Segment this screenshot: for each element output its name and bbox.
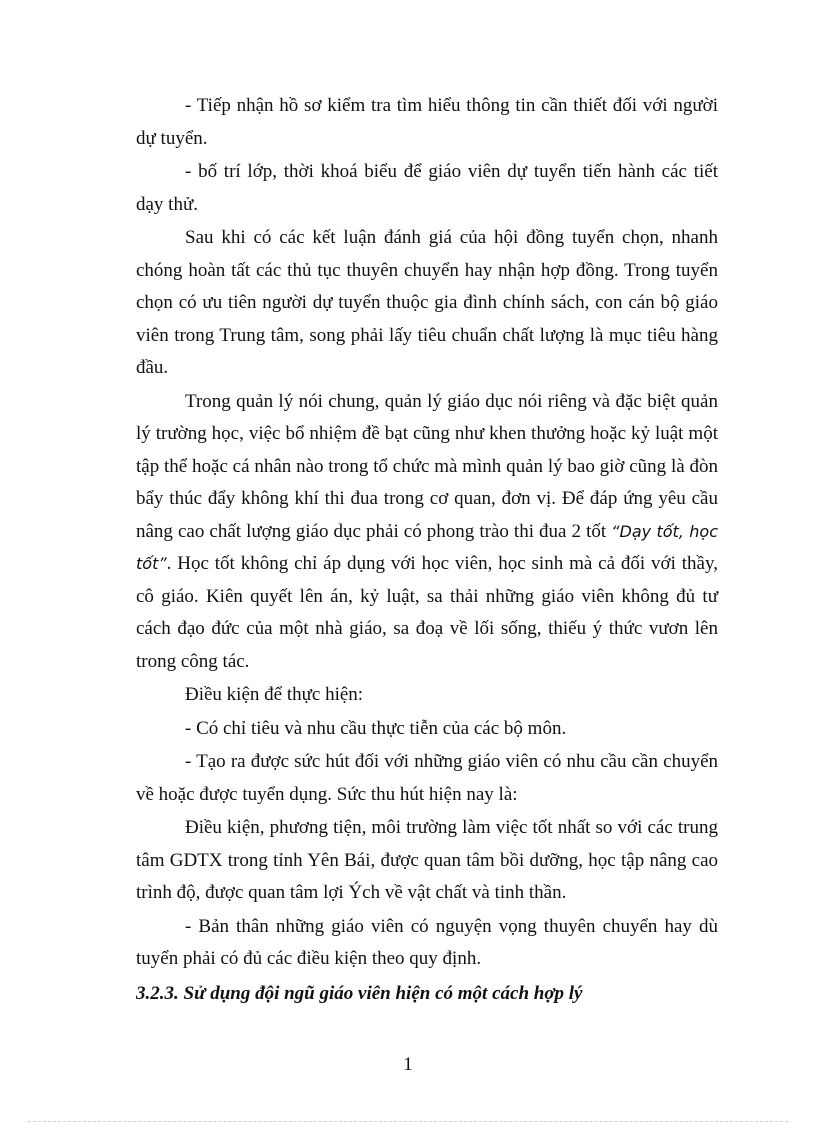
paragraph-intake: - Tiếp nhận hồ sơ kiểm tra tìm hiểu thông tin cần thiết đối với người dự tuyển. (136, 95, 718, 149)
section-heading: 3.2.3. Sử dụng đội ngũ giáo viên hiện có một cách hợp lý (136, 982, 583, 1004)
paragraph-after-conclusion: Sau khi có các kết luận đánh giá của hội đồng tuyển chọn, nhanh chóng hoàn tất các thủ tục thuyên chuyển hay nhận hợp đồng. Trong tuyển chọn có ưu tiên người dự tuyển thuộc gia đình chính sách, con cán bộ giáo viên trong Trung tâm, song phải lấy tiêu chuẩn chất lượng là mục tiêu hàng đầu. (136, 227, 718, 378)
paragraph-attraction: - Tạo ra được sức hút đối với những giáo viên có nhu cầu cần chuyển về hoặc được tuyển dụng. Sức thu hút hiện nay là: (136, 751, 718, 805)
paragraph-management (136, 386, 718, 679)
page-number: 1 (403, 1054, 413, 1075)
quote-motto: “Dạy tốt, học tốt” (136, 521, 719, 573)
paragraph-requirements: - Bản thân những giáo viên có nguyện vọng thuyên chuyển hay dù tuyển phải có đủ các điều kiện theo quy định. (136, 915, 718, 969)
document-body (136, 90, 718, 1010)
paragraph-trial-lessons: - bố trí lớp, thời khoá biểu để giáo viên dự tuyển tiến hành các tiết dạy thử. (136, 161, 718, 215)
paragraph-management-text: Trong quản lý nói chung, quản lý giáo dục nói riêng và đặc biệt quản lý trường học, việc bổ nhiệm đề bạt cũng như khen thưởng hoặc kỷ luật một tập thể hoặc cá nhân nào trong tổ chức mà mình quản lý bao giờ cũng là đòn bẩy thúc đẩy không khí thi đua trong cơ quan, đơn vị. Để đáp ứng yêu cầu nâng cao chất lượng giáo dục phải có phong trào thi đua 2 tốt (136, 390, 718, 542)
paragraph-environment: Điều kiện, phương tiện, môi trường làm việc tốt nhất so với các trung tâm GDTX trong tỉnh Yên Bái, được quan tâm bồi dưỡng, học tập nâng cao trình độ, được quan tâm lợi Ých về vật chất và tinh thần. (136, 817, 718, 903)
paragraph-conditions: Điều kiện để thực hiện: (185, 684, 364, 705)
page-bottom-divider (28, 1121, 788, 1122)
paragraph-quota: - Có chỉ tiêu và nhu cầu thực tiễn của các bộ môn. (185, 717, 567, 739)
paragraph-management-continued: . Học tốt không chỉ áp dụng với học viên, học sinh mà cả đối với thầy, cô giáo. Kiên quyết lên án, kỷ luật, sa thải những giáo viên không đủ tư cách đạo đức của một nhà giáo, sa đoạ về lối sống, thiếu ý thức vươn lên trong công tác. (136, 553, 718, 672)
